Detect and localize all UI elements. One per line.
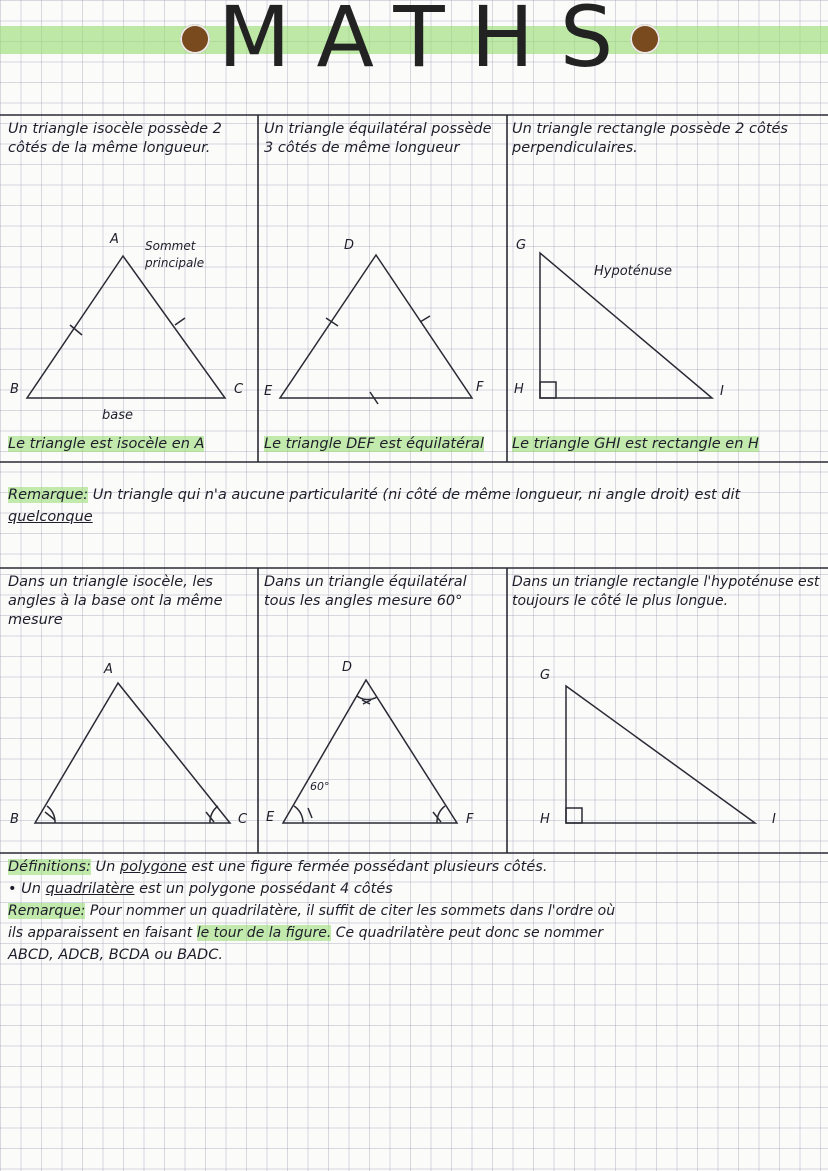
polygone-word: polygone [119, 859, 187, 875]
def2-text: est un polygone possédant 4 côtés [139, 881, 393, 897]
definitions-block [8, 856, 822, 966]
vertex-F-1: F [476, 380, 484, 395]
equilateral-angles-text: Dans un triangle équilatéral tous les angles mesure 60° [264, 574, 467, 609]
vertex-D-2: D [342, 660, 353, 675]
remarque-quadrilatere [8, 900, 822, 922]
definition-quadrilatere [8, 878, 822, 900]
vertex-E-2: E [266, 810, 275, 825]
sommet-principale-label: Sommet principale [145, 239, 205, 270]
def1-prefix: Un [95, 859, 116, 875]
quadrilatere-word: quadrilatère [45, 881, 135, 897]
remarque2-text1: Pour nommer un quadrilatère, il suffit de citer les sommets dans l'ordre où [89, 903, 616, 919]
vertex-G-2: G [540, 668, 551, 683]
remarque2-label: Remarque: [8, 903, 86, 919]
rectangle-caption-text: Le triangle GHI est rectangle en H [512, 436, 759, 452]
vertex-I-1: I [720, 384, 724, 399]
vertex-A-2: A [104, 662, 113, 677]
isocele-definition: Un triangle isocèle possède 2 côtés de la même longueur. [8, 121, 222, 156]
sixty-degree-label: 60° [310, 780, 330, 793]
rectangle-hypotenuse-text: Dans un triangle rectangle l'hypoténuse est toujours le côté le plus longue. [512, 574, 820, 609]
remarque2-text2b: Ce quadrilatère peut donc se nommer [335, 925, 604, 941]
hypotenuse-label: Hypoténuse [594, 264, 673, 279]
remarque2-text2a: ils apparaissent en faisant [8, 925, 193, 941]
vertex-B-2: B [10, 812, 19, 827]
vertex-I-2: I [772, 812, 776, 827]
def1-text: est une figure fermée possédant plusieurs côtés. [191, 859, 548, 875]
right-triangle-angles-shape [566, 686, 755, 823]
vertex-C-2: C [238, 812, 248, 827]
remarque-text: Un triangle qui n'a aucune particularité (ni côté de même longueur, ni angle droit) est dit [92, 487, 741, 503]
vertex-E-1: E [264, 384, 273, 399]
isocele-angles-text: Dans un triangle isocèle, les angles à la base ont la même mesure [8, 574, 223, 628]
isocele-angles-triangle-shape [35, 683, 230, 823]
vertex-H-2: H [540, 812, 550, 827]
rectangle-definition: Un triangle rectangle possède 2 côtés perpendiculaires. [512, 121, 788, 156]
vertex-F-2: F [466, 812, 474, 827]
def2-prefix: • Un [8, 881, 41, 897]
vertex-H-1: H [514, 382, 524, 397]
vertex-D-1: D [344, 238, 355, 253]
remarque-quadrilatere-line2 [8, 922, 822, 944]
base-label: base [102, 408, 133, 423]
equilateral-definition: Un triangle équilatéral possède 3 côtés de même longueur [264, 121, 492, 156]
definition-polygone [8, 856, 822, 878]
remarque2-highlight: le tour de la figure. [196, 925, 332, 941]
vertex-C-1: C [234, 382, 244, 397]
equilateral-caption-text: Le triangle DEF est équilatéral [264, 436, 484, 452]
isocele-caption-text: Le triangle est isocèle en A [8, 436, 205, 452]
vertex-A-1: A [110, 232, 119, 247]
quelconque-word: quelconque [8, 509, 93, 525]
vertex-G-1: G [516, 238, 527, 253]
definitions-label: Définitions: [8, 859, 91, 875]
page-title: MATHS [218, 0, 640, 86]
vertex-B-1: B [10, 382, 19, 397]
equilateral-angles-triangle-shape [283, 680, 457, 823]
quadrilatere-names: ABCD, ADCB, BCDA ou BADC. [8, 947, 223, 963]
remarque-label: Remarque: [8, 487, 89, 503]
